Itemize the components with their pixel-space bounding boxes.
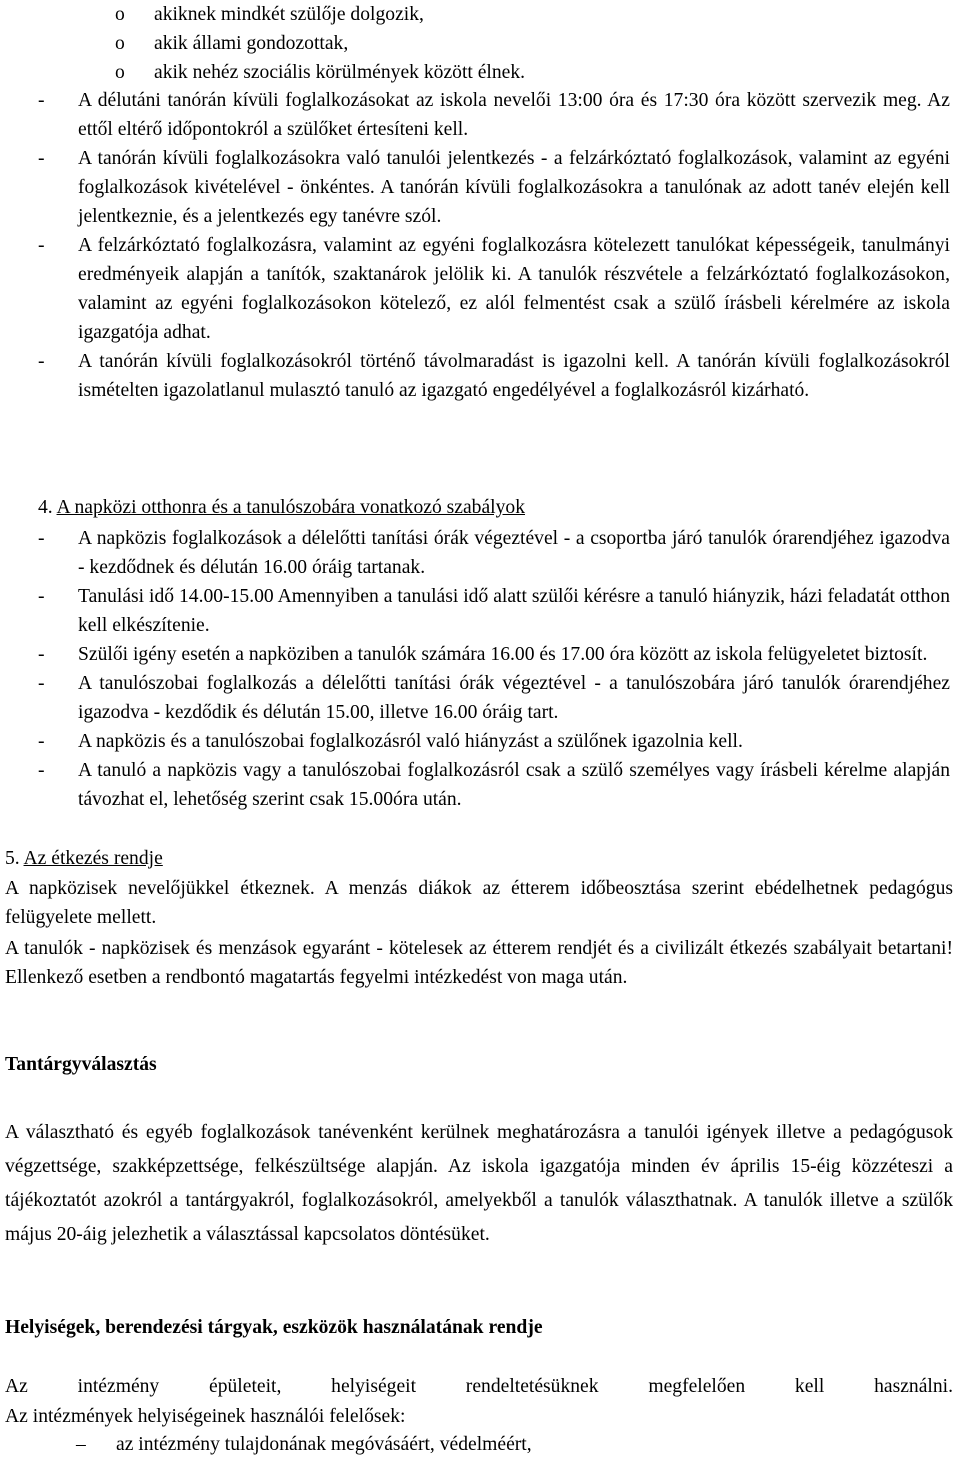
dash-marker: -: [38, 586, 45, 607]
section-5-paragraph: A napközisek nevelőjükkel étkeznek. A menzás diákok az étterem időbeosztása szerint ebédelhetnek pedagógus felügyelete mellett.: [5, 878, 953, 928]
sub-list-item: [0, 58, 950, 87]
list-item-text: A tanulószobai foglalkozás a délelőtti tanítási órák végeztével - a tanulószobára járó tanulók órarendjéhez igazodva - kezdődik és délután 15.00, illetve 16.00 óráig tart.: [78, 673, 950, 723]
section-5-heading: [5, 844, 163, 873]
list-item: [0, 669, 960, 727]
list-item-text: A felzárkóztató foglalkozásra, valamint az egyéni foglalkozásra kötelezett tanulókat képességeik, tanulmányi eredményeik alapján a tanítók, szaktanárok jelölik ki. A tanulók részvétele a felzárkóztató foglalkozásokon, valamint az egyéni foglalkozásokon kötelező, ez alól felmentést csak a szülő írásbeli kérelmére az iskola igazgatója adhat.: [78, 235, 950, 343]
sub-list: [0, 0, 950, 87]
list-item: [0, 86, 960, 144]
list-item: [0, 756, 960, 814]
sub-list-text: akiknek mindkét szülője dolgozik,: [154, 4, 424, 25]
list-item: [0, 144, 960, 231]
after-school-rules-list: [0, 524, 960, 814]
dash-marker: -: [38, 235, 45, 256]
sub-list-marker: o: [115, 4, 125, 25]
premises-heading: Helyiségek, berendezési tárgyak, eszközök használatának rendje: [5, 1317, 543, 1338]
list-item-text: A délutáni tanórán kívüli foglalkozásokat az iskola nevelői 13:00 óra és 17:30 óra között szervezik meg. Az ettől eltérő időpontokról a szülőket értesíteni kell.: [78, 90, 950, 140]
dash-marker: -: [38, 644, 45, 665]
sub-list-item: [0, 0, 950, 29]
section-4-number: 4.: [38, 497, 53, 518]
list-item-text: A napközis foglalkozások a délelőtti tanítási órák végeztével - a csoportba járó tanulók órarendjéhez igazodva - kezdődnek és délután 16.00 óráig tartanak.: [78, 528, 950, 578]
sub-list-marker: o: [115, 62, 125, 83]
premises-paragraph-2: Az intézmények helyiségeinek használói felelősek:: [5, 1406, 406, 1427]
sub-list-text: akik nehéz szociális körülmények között élnek.: [154, 62, 526, 83]
subject-choice-paragraph: A választható és egyéb foglalkozások tanévenként kerülnek meghatározásra a tanulói igények illetve a pedagógusok végzettsége, szakképzettsége, felkészültsége alapján. Az iskola igazgatója minden év április 15-éig közzéteszi a tájékoztatót azokról a tantárgyakról, foglalkozásokról, amelyekből a tanulók választhatnak. A tanulók illetve a szülők május 20-áig jelezhetik a választással kapcsolatos döntésüket.: [5, 1122, 953, 1245]
section-4-heading: [38, 493, 525, 522]
sub-list-marker: o: [115, 33, 125, 54]
list-item: [0, 727, 960, 756]
section-5-number: 5.: [5, 848, 20, 869]
subject-choice-heading: Tantárgyválasztás: [5, 1054, 157, 1075]
section-5-title: Az étkezés rendje: [23, 848, 163, 869]
extracurricular-rules-list: [0, 86, 960, 405]
list-item-text: az intézmény tulajdonának megóvásáért, védelméért,: [116, 1434, 532, 1455]
dash-marker: -: [38, 731, 45, 752]
list-item-text: A tanuló a napközis vagy a tanulószobai foglalkozásról csak a szülő személyes vagy írásbeli kérelme alapján távozhat el, lehetőség szerint csak 15.00óra után.: [78, 760, 950, 810]
list-item: [0, 582, 960, 640]
section-5-paragraph: A tanulók - napközisek és menzások egyaránt - kötelesek az étterem rendjét és a civilizált étkezés szabályait betartani! Ellenkező esetben a rendbontó magatartás fegyelmi intézkedést von maga után.: [5, 938, 953, 988]
dash-marker: -: [38, 673, 45, 694]
dash-marker: -: [38, 528, 45, 549]
dash-marker: -: [38, 760, 45, 781]
dash-marker: -: [38, 90, 45, 111]
premises-paragraph: Az intézmény épületeit, helyiségeit rendeltetésüknek megfelelően kell használni.: [5, 1376, 953, 1397]
list-item: [0, 347, 960, 405]
list-item-text: Szülői igény esetén a napköziben a tanulók számára 16.00 és 17.00 óra között az iskola felügyeletet biztosít.: [78, 644, 928, 665]
dash-marker: -: [38, 148, 45, 169]
dash-marker: -: [38, 351, 45, 372]
section-4-title: A napközi otthonra és a tanulószobára vonatkozó szabályok: [56, 497, 526, 518]
list-item: [0, 231, 960, 347]
list-item-text: A tanórán kívüli foglalkozásokra való tanulói jelentkezés - a felzárkóztató foglalkozások, valamint az egyéni foglalkozások kivételével - önkéntes. A tanórán kívüli foglalkozásokra a tanulónak az adott tanév elején kell jelentkeznie, és a jelentkezés egy tanévre szól.: [78, 148, 950, 227]
dash-marker: –: [76, 1434, 86, 1455]
list-item-text: A tanórán kívüli foglalkozásokról történő távolmaradást is igazolni kell. A tanórán kívüli foglalkozásokról ismételten igazolatlanul mulasztó tanuló az igazgató engedélyével a foglalkozásról kizárható.: [78, 351, 950, 401]
sub-list-text: akik állami gondozottak,: [154, 33, 349, 54]
list-item-text: A napközis és a tanulószobai foglalkozásról való hiányzást a szülőnek igazolnia kell.: [78, 731, 743, 752]
list-item: [0, 524, 960, 582]
list-item: [0, 640, 960, 669]
list-item-text: Tanulási idő 14.00-15.00 Amennyiben a tanulási idő alatt szülői kérésre a tanuló hiányzik, házi feladatát otthon kell elkészítenie.: [78, 586, 950, 636]
sub-list-item: [0, 29, 950, 58]
